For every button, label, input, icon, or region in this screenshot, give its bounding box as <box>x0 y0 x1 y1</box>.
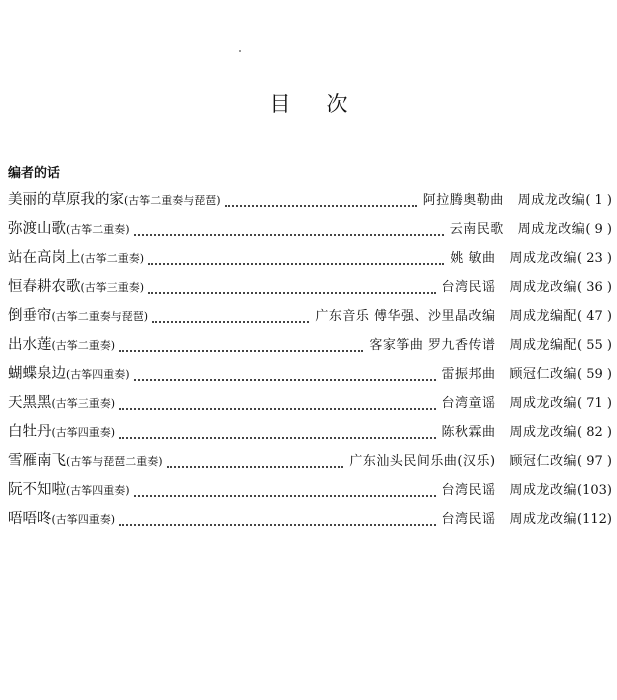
entry-instrumentation: (古筝与琵琶二重奏) <box>66 455 163 468</box>
entry-title: 弥渡山歌 <box>8 221 66 237</box>
entry-title: 出水莲 <box>8 337 52 353</box>
dot-leader <box>119 407 435 410</box>
entry-arranger: 周成龙改编 <box>509 280 578 295</box>
entry-instrumentation: (古筝二重奏) <box>80 252 145 265</box>
dot-leader <box>134 494 436 497</box>
entry-arranger: 周成龙改编 <box>509 483 578 498</box>
entry-page-number: ( 97 ) <box>577 454 612 469</box>
entry-instrumentation: (古筝四重奏) <box>66 368 130 381</box>
entry-title: 恒春耕农歌 <box>8 279 81 295</box>
toc-entry[interactable] <box>8 304 612 333</box>
entry-page-number: ( 55 ) <box>577 338 612 353</box>
entry-title: 美丽的草原我的家 <box>8 192 124 208</box>
toc-entry[interactable] <box>8 507 612 536</box>
dot-leader <box>167 465 344 468</box>
toc-entry[interactable] <box>8 333 612 362</box>
entry-instrumentation: (古筝二重奏与琵琶) <box>51 310 149 323</box>
entry-title: 站在高岗上 <box>8 250 81 266</box>
entry-page-number: ( 36 ) <box>577 280 612 295</box>
dot-leader <box>148 291 435 294</box>
entry-page-number: ( 82 ) <box>577 425 612 440</box>
preface-heading: 编者的话 <box>8 166 61 181</box>
entry-instrumentation: (古筝三重奏) <box>51 397 116 410</box>
entry-instrumentation: (古筝二重奏) <box>66 223 130 236</box>
entry-source: 广东汕头民间乐曲(汉乐) <box>349 454 496 469</box>
entry-instrumentation: (古筝四重奏) <box>51 513 116 526</box>
entry-instrumentation: (古筝二重奏) <box>51 339 116 352</box>
entry-page-number: ( 23 ) <box>577 251 612 266</box>
entry-instrumentation: (古筝四重奏) <box>66 484 130 497</box>
entry-arranger: 周成龙编配 <box>509 338 578 353</box>
dot-leader <box>119 349 363 352</box>
entry-instrumentation: (古筝三重奏) <box>80 281 145 294</box>
entry-source: 台湾民谣 <box>441 280 496 295</box>
dot-leader <box>148 262 444 265</box>
entry-title: 天黑黑 <box>8 395 52 411</box>
entry-arranger: 周成龙改编 <box>517 222 586 237</box>
table-of-contents <box>8 188 612 536</box>
dot-leader <box>119 523 435 526</box>
toc-entry[interactable] <box>8 362 612 391</box>
toc-entry[interactable] <box>8 188 612 217</box>
entry-arranger: 周成龙改编 <box>509 512 578 527</box>
entry-source: 陈秋霖曲 <box>441 425 496 440</box>
entry-arranger: 周成龙改编 <box>509 251 578 266</box>
entry-arranger: 顾冠仁改编 <box>509 454 578 469</box>
toc-entry[interactable] <box>8 449 612 478</box>
entry-source: 客家筝曲 罗九香传谱 <box>369 338 496 353</box>
dot-leader <box>134 378 436 381</box>
entry-arranger: 周成龙编配 <box>509 309 578 324</box>
page-title: 目次 <box>269 92 384 116</box>
entry-page-number: (112) <box>577 512 612 527</box>
entry-instrumentation: (古筝四重奏) <box>51 426 116 439</box>
entry-title: 阮不知啦 <box>8 482 66 498</box>
toc-entry[interactable] <box>8 391 612 420</box>
entry-page-number: (103) <box>577 483 612 498</box>
toc-entry[interactable] <box>8 217 612 246</box>
entry-title: 唔唔咚 <box>8 511 52 527</box>
dot-leader <box>152 320 309 323</box>
entry-source: 台湾民谣 <box>441 512 496 527</box>
entry-page-number: ( 47 ) <box>577 309 612 324</box>
entry-title: 雪雁南飞 <box>8 453 66 469</box>
entry-source: 雷振邦曲 <box>441 367 496 382</box>
entry-source: 姚 敏曲 <box>450 251 496 266</box>
toc-entry[interactable] <box>8 275 612 304</box>
dot-leader <box>119 436 435 439</box>
entry-title: 倒垂帘 <box>8 308 52 324</box>
entry-title: 蝴蝶泉边 <box>8 366 66 382</box>
entry-instrumentation: (古筝二重奏与琵琶) <box>124 194 221 207</box>
entry-source: 云南民歌 <box>449 222 504 237</box>
entry-page-number: ( 59 ) <box>577 367 612 382</box>
entry-source: 台湾民谣 <box>441 483 496 498</box>
entry-page-number: ( 71 ) <box>577 396 612 411</box>
toc-entry[interactable] <box>8 420 612 449</box>
entry-arranger: 顾冠仁改编 <box>509 367 578 382</box>
entry-arranger: 周成龙改编 <box>509 425 578 440</box>
entry-arranger: 周成龙改编 <box>517 193 586 208</box>
toc-entry[interactable] <box>8 246 612 275</box>
dot-leader <box>225 204 417 207</box>
toc-entry[interactable] <box>8 478 612 507</box>
entry-arranger: 周成龙改编 <box>509 396 578 411</box>
entry-page-number: ( 1 ) <box>585 193 612 208</box>
entry-title: 白牡丹 <box>8 424 52 440</box>
entry-page-number: ( 9 ) <box>585 222 612 237</box>
entry-source: 阿拉腾奥勒曲 <box>422 193 504 208</box>
entry-source: 广东音乐 傅华强、沙里晶改编 <box>315 309 496 324</box>
scan-speck <box>239 50 241 52</box>
dot-leader <box>134 233 444 236</box>
entry-source: 台湾童谣 <box>441 396 496 411</box>
